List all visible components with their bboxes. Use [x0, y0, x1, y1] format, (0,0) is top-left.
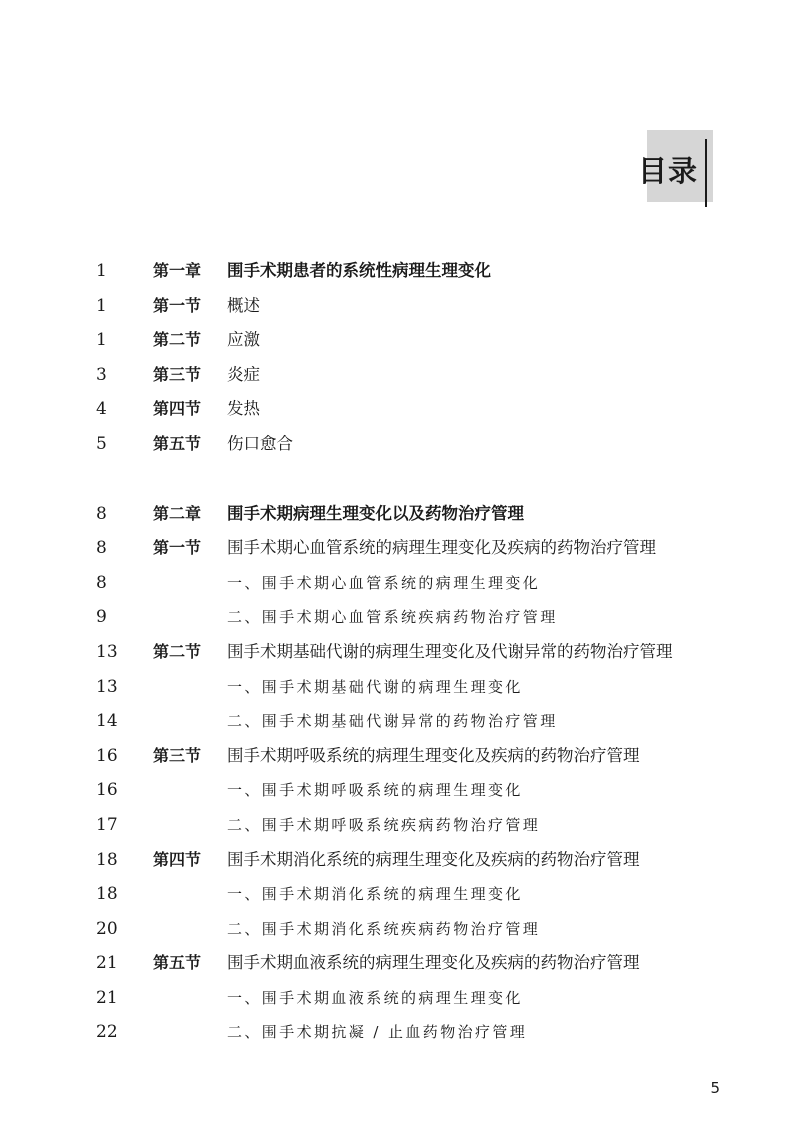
toc-section-label: 第三节 — [153, 364, 202, 384]
toc-section-label: 第二节 — [153, 641, 202, 661]
toc-section-label: 第二节 — [153, 330, 202, 350]
toc-section-label: 第五节 — [153, 433, 202, 453]
toc-entry-section[interactable] — [0, 531, 800, 566]
toc-section-title: 应激 — [227, 330, 260, 350]
toc-page-number: 14 — [96, 711, 118, 732]
toc-entry-sub[interactable] — [0, 566, 800, 601]
toc-chapter-title: 围手术期病理生理变化以及药物治疗管理 — [227, 503, 524, 523]
toc-section-title: 围手术期血液系统的病理生理变化及疾病的药物治疗管理 — [227, 953, 640, 973]
toc-entry-chapter[interactable] — [0, 497, 800, 532]
toc-entry-section[interactable] — [0, 946, 800, 981]
toc-entry-sub[interactable] — [0, 981, 800, 1016]
toc-section-label: 第四节 — [153, 849, 202, 869]
toc-section-title: 伤口愈合 — [227, 433, 293, 453]
page-title: 目录 — [637, 154, 698, 188]
toc-page-number: 8 — [96, 503, 107, 524]
toc-page-number: 20 — [96, 918, 118, 939]
toc-page-number: 8 — [96, 538, 107, 559]
page-number: 5 — [710, 1079, 720, 1097]
toc-entry-section[interactable] — [0, 739, 800, 774]
toc-section-label: 第四节 — [153, 399, 202, 419]
toc-sub-title: 一、围手术期消化系统的病理生理变化 — [227, 885, 523, 904]
toc-section-title: 围手术期呼吸系统的病理生理变化及疾病的药物治疗管理 — [227, 745, 640, 765]
toc-section-label: 第一节 — [153, 538, 202, 558]
toc-page-number: 18 — [96, 849, 118, 870]
toc-entry-sub[interactable] — [0, 877, 800, 912]
toc-page-number: 21 — [96, 953, 118, 974]
toc-sub-title: 二、围手术期呼吸系统疾病药物治疗管理 — [227, 815, 541, 834]
toc-page-number: 3 — [96, 364, 107, 385]
toc-page-number: 17 — [96, 814, 118, 835]
toc-entry-section[interactable] — [0, 635, 800, 670]
toc-entry-sub[interactable] — [0, 1015, 800, 1050]
toc-sub-title: 一、围手术期心血管系统的病理生理变化 — [227, 573, 541, 592]
toc-entry-sub[interactable] — [0, 704, 800, 739]
table-of-contents — [0, 254, 800, 1050]
toc-section-label: 第一节 — [153, 295, 202, 315]
toc-spacer — [0, 462, 800, 497]
toc-page-number: 8 — [96, 572, 107, 593]
toc-page-number: 9 — [96, 607, 107, 628]
toc-entry-sub[interactable] — [0, 773, 800, 808]
toc-page-number: 18 — [96, 884, 118, 905]
toc-page-number: 21 — [96, 987, 118, 1008]
toc-sub-title: 二、围手术期抗凝 / 止血药物治疗管理 — [227, 1023, 528, 1042]
toc-sub-title: 二、围手术期心血管系统疾病药物治疗管理 — [227, 608, 558, 627]
toc-section-label: 第五节 — [153, 953, 202, 973]
toc-page-number: 1 — [96, 330, 107, 351]
toc-entry-sub[interactable] — [0, 912, 800, 947]
toc-page-number: 4 — [96, 399, 107, 420]
toc-page-number: 16 — [96, 745, 118, 766]
toc-entry-section[interactable] — [0, 323, 800, 358]
title-vertical-rule — [705, 139, 707, 207]
toc-page-number: 22 — [96, 1022, 118, 1043]
toc-entry-section[interactable] — [0, 843, 800, 878]
toc-section-title: 炎症 — [227, 364, 260, 384]
toc-section-title: 发热 — [227, 399, 260, 419]
toc-section-title: 围手术期消化系统的病理生理变化及疾病的药物治疗管理 — [227, 849, 640, 869]
toc-entry-section[interactable] — [0, 392, 800, 427]
toc-chapter-label: 第一章 — [153, 261, 202, 280]
toc-section-title: 围手术期基础代谢的病理生理变化及代谢异常的药物治疗管理 — [227, 641, 673, 661]
toc-section-label: 第三节 — [153, 745, 202, 765]
toc-entry-sub[interactable] — [0, 600, 800, 635]
toc-sub-title: 一、围手术期基础代谢的病理生理变化 — [227, 677, 523, 696]
toc-chapter-label: 第二章 — [153, 503, 202, 523]
toc-sub-title: 一、围手术期血液系统的病理生理变化 — [227, 988, 523, 1007]
toc-sub-title: 二、围手术期基础代谢异常的药物治疗管理 — [227, 712, 558, 731]
toc-chapter-title: 围手术期患者的系统性病理生理变化 — [227, 261, 491, 280]
toc-page-number: 16 — [96, 780, 118, 801]
toc-page-number: 5 — [96, 433, 107, 454]
toc-page-number: 1 — [96, 261, 107, 281]
toc-entry-section[interactable] — [0, 427, 800, 462]
toc-entry-section[interactable] — [0, 358, 800, 393]
toc-page-number: 13 — [96, 676, 118, 697]
toc-page-number: 13 — [96, 641, 118, 662]
toc-section-title: 概述 — [227, 295, 260, 315]
toc-sub-title: 二、围手术期消化系统疾病药物治疗管理 — [227, 919, 541, 938]
toc-entry-sub[interactable] — [0, 808, 800, 843]
toc-page-number: 1 — [96, 295, 107, 316]
toc-section-title: 围手术期心血管系统的病理生理变化及疾病的药物治疗管理 — [227, 538, 656, 558]
toc-entry-chapter[interactable] — [0, 254, 800, 289]
toc-entry-sub[interactable] — [0, 670, 800, 705]
toc-entry-section[interactable] — [0, 289, 800, 324]
toc-sub-title: 一、围手术期呼吸系统的病理生理变化 — [227, 781, 523, 800]
